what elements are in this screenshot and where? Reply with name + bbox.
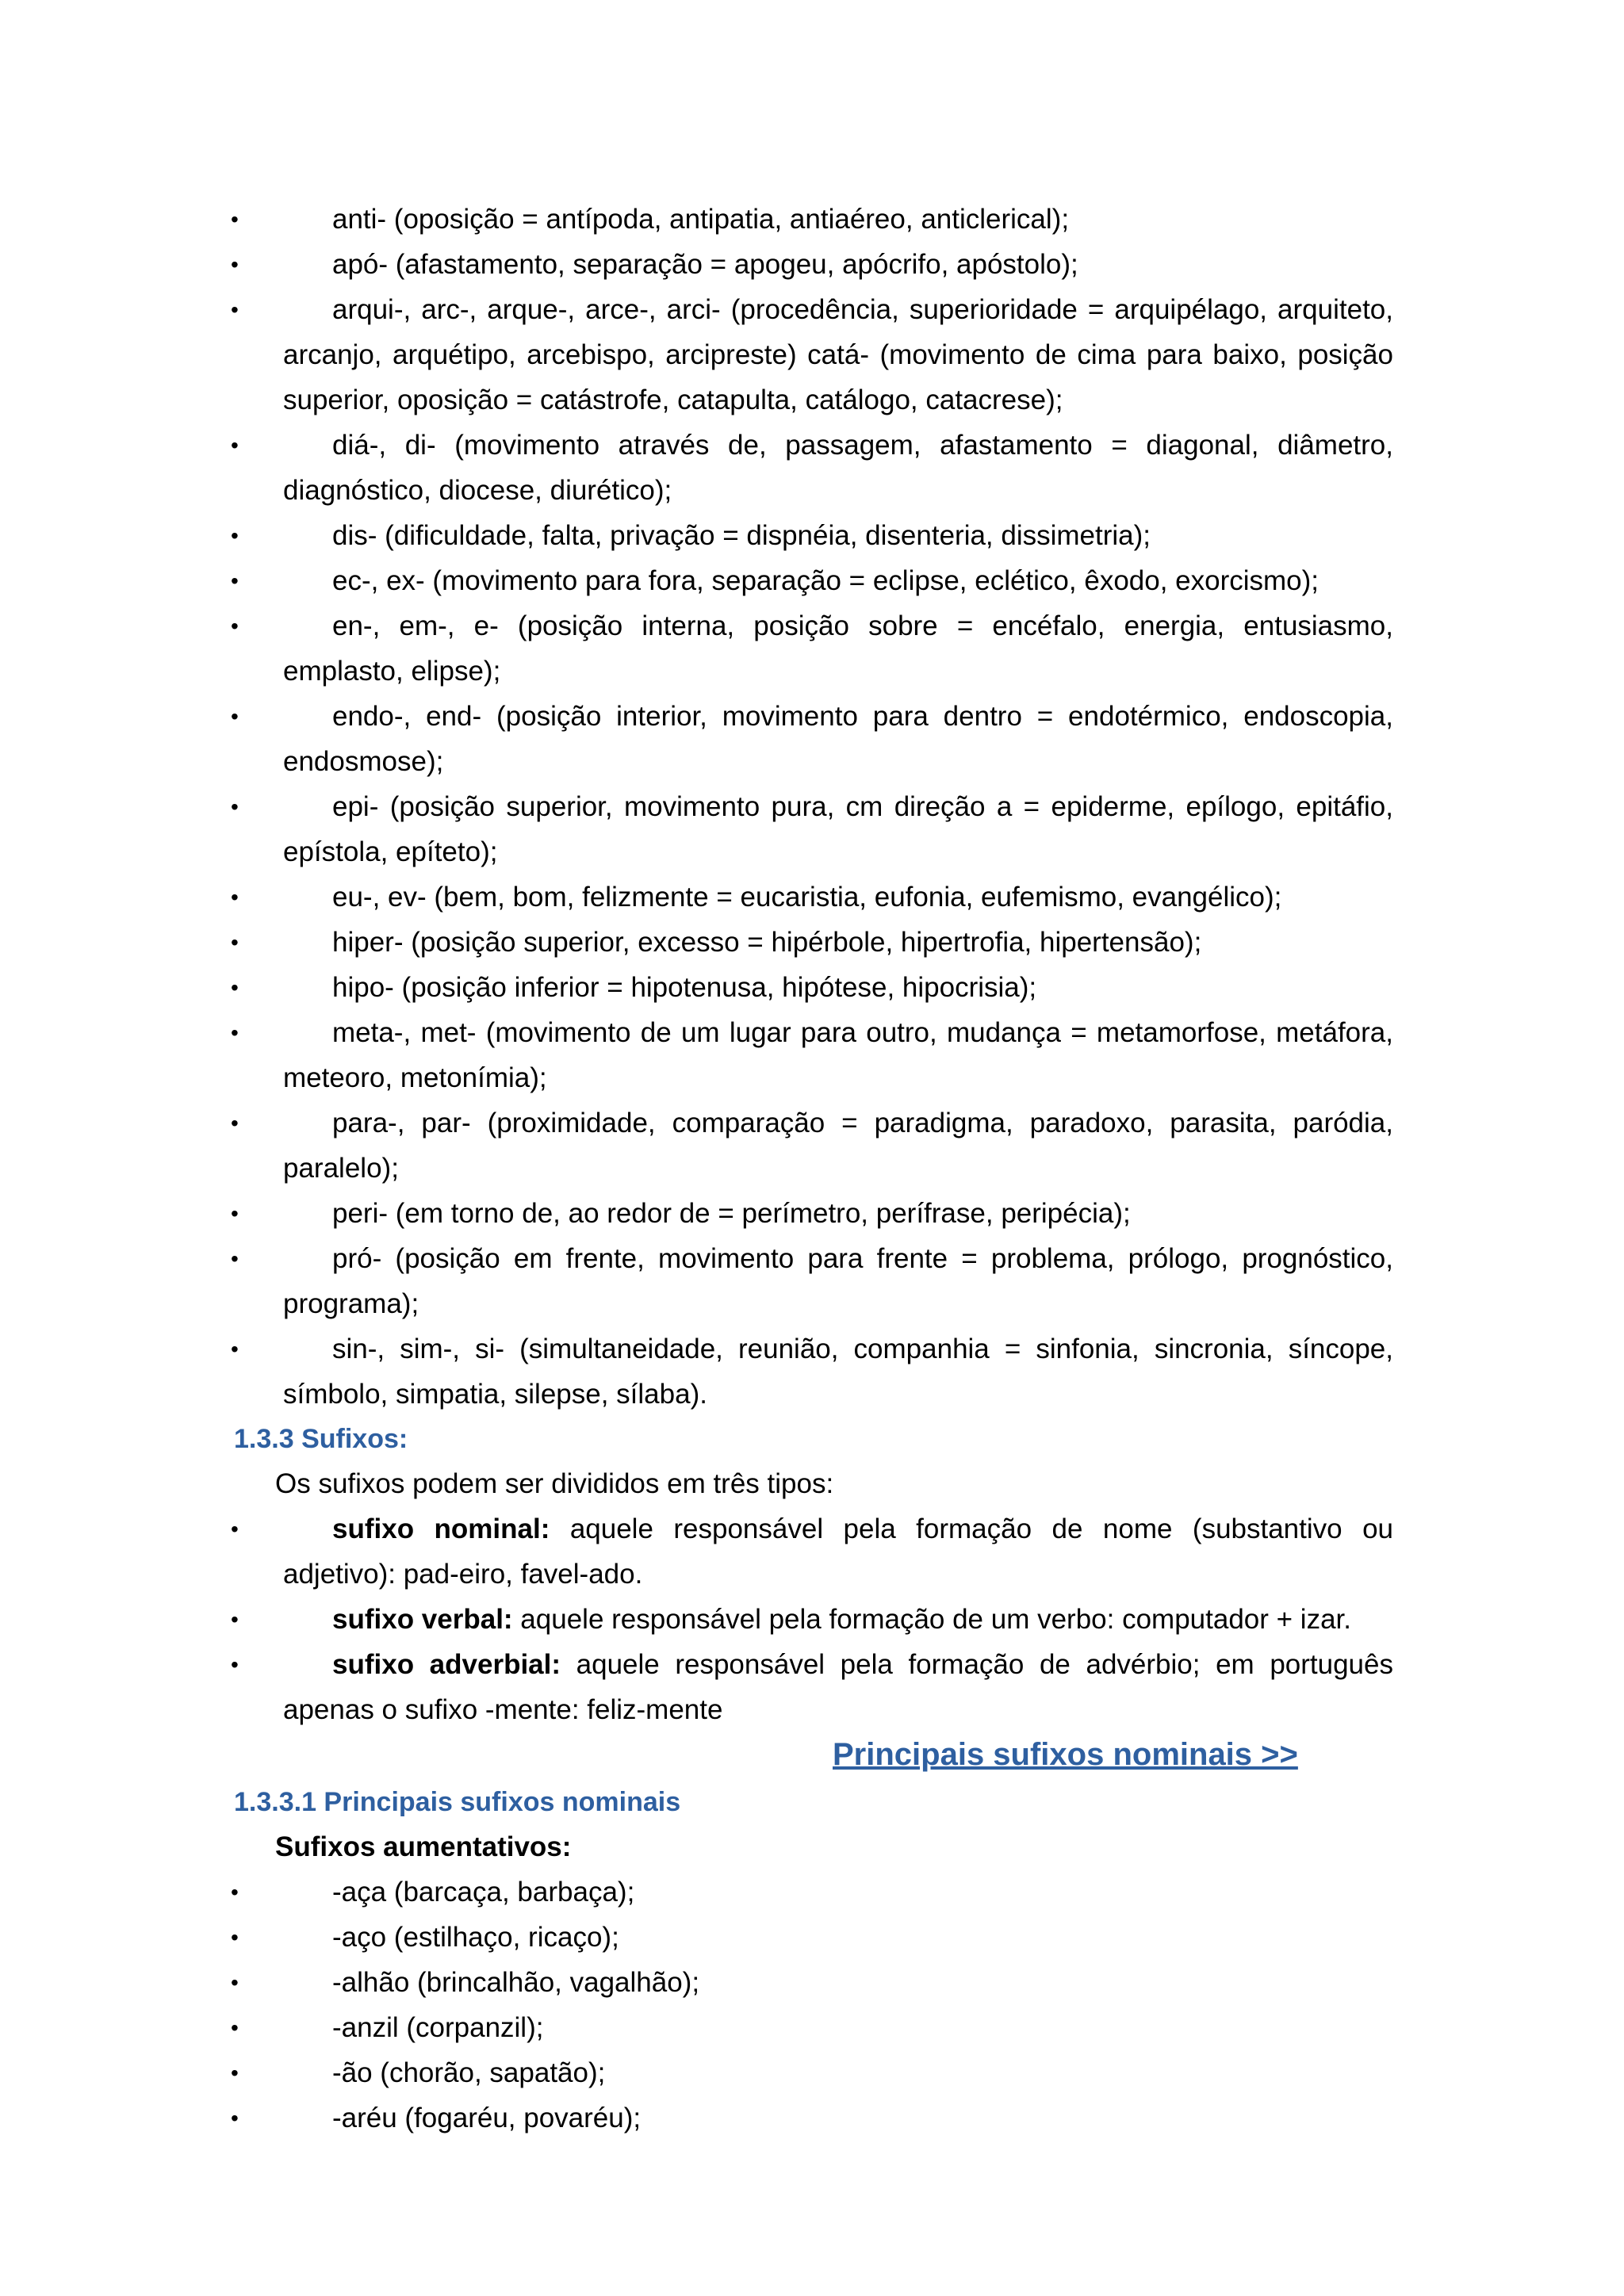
- principais-sufixos-nominais-link[interactable]: Principais sufixos nominais >>: [833, 1737, 1298, 1772]
- page-content: [0, 197, 1624, 2141]
- list-item: • -aça (barcaça, barbaça);: [283, 1869, 1393, 1915]
- term-label: sufixo adverbial:: [332, 1649, 561, 1680]
- list-item: • hiper- (posição superior, excesso = hipérbole, hipertrofia, hipertensão);: [283, 920, 1393, 965]
- list-item: • para-, par- (proximidade, comparação = paradigma, paradoxo, parasita, paródia, paralelo);: [283, 1100, 1393, 1191]
- list-item: • -aréu (fogaréu, povaréu);: [283, 2095, 1393, 2141]
- list-item-sufixo-nominal: [283, 1506, 1393, 1597]
- list-item: • ec-, ex- (movimento para fora, separação = eclipse, eclético, êxodo, exorcismo);: [283, 558, 1393, 603]
- list-item: • epi- (posição superior, movimento pura, cm direção a = epiderme, epílogo, epitáfio, epístola, epíteto);: [283, 784, 1393, 874]
- list-item: • -alhão (brincalhão, vagalhão);: [283, 1960, 1393, 2005]
- list-item: • endo-, end- (posição interior, movimento para dentro = endotérmico, endoscopia, endosmose);: [283, 694, 1393, 784]
- list-item: • arqui-, arc-, arque-, arce-, arci- (procedência, superioridade = arquipélago, arquiteto, arcanjo, arquétipo, arcebispo, arcipreste) catá- (movimento de cima para baixo, posição superior, oposição = catástrofe, catapulta, catálogo, catacrese);: [283, 287, 1393, 423]
- list-item-sufixo-verbal: [283, 1597, 1393, 1642]
- list-item: • -anzil (corpanzil);: [283, 2005, 1393, 2050]
- list-item: • eu-, ev- (bem, bom, felizmente = eucaristia, eufonia, eufemismo, evangélico);: [283, 874, 1393, 920]
- list-item: • hipo- (posição inferior = hipotenusa, hipótese, hipocrisia);: [283, 965, 1393, 1010]
- prefix-list: [0, 197, 1624, 1417]
- list-item-sufixo-adverbial: [283, 1642, 1393, 1732]
- sufixos-types-list: [0, 1506, 1624, 1732]
- term-description: aquele responsável pela formação de um verbo: computador + izar.: [512, 1604, 1351, 1635]
- list-item: • sin-, sim-, si- (simultaneidade, reunião, companhia = sinfonia, sincronia, síncope, símbolo, simpatia, silepse, sílaba).: [283, 1326, 1393, 1417]
- list-item: • meta-, met- (movimento de um lugar para outro, mudança = metamorfose, metáfora, meteoro, metonímia);: [283, 1010, 1393, 1100]
- section-heading-sufixos: 1.3.3 Sufixos:: [234, 1424, 408, 1454]
- aumentativos-list: [0, 1869, 1624, 2141]
- list-item: • en-, em-, e- (posição interna, posição sobre = encéfalo, energia, entusiasmo, emplasto, elipse);: [283, 603, 1393, 694]
- list-item: • -ão (chorão, sapatão);: [283, 2050, 1393, 2095]
- list-item: • anti- (oposição = antípoda, antipatia, antiaéreo, anticlerical);: [283, 197, 1393, 242]
- list-item: • dis- (dificuldade, falta, privação = dispnéia, disenteria, dissimetria);: [283, 513, 1393, 558]
- list-item: • peri- (em torno de, ao redor de = perímetro, perífrase, peripécia);: [283, 1191, 1393, 1236]
- list-item: • apó- (afastamento, separação = apogeu, apócrifo, apóstolo);: [283, 242, 1393, 287]
- list-item: • diá-, di- (movimento através de, passagem, afastamento = diagonal, diâmetro, diagnóstico, diocese, diurético);: [283, 423, 1393, 513]
- subheading-aumentativos: Sufixos aumentativos:: [275, 1831, 572, 1862]
- list-item: • pró- (posição em frente, movimento para frente = problema, prólogo, prognóstico, programa);: [283, 1236, 1393, 1326]
- section-heading-principais-sufixos: 1.3.3.1 Principais sufixos nominais: [234, 1787, 681, 1817]
- term-label: sufixo verbal:: [332, 1604, 513, 1635]
- term-description: aquele responsável pela formação de nome (substantivo ou adjetivo): pad-eiro, favel-ado.: [283, 1513, 1393, 1590]
- term-label: sufixo nominal:: [332, 1513, 550, 1544]
- sufixos-intro: Os sufixos podem ser divididos em três tipos:: [275, 1468, 834, 1499]
- term-description: aquele responsável pela formação de advérbio; em português apenas o sufixo -mente: feliz-mente: [283, 1649, 1393, 1725]
- list-item: • -aço (estilhaço, ricaço);: [283, 1915, 1393, 1960]
